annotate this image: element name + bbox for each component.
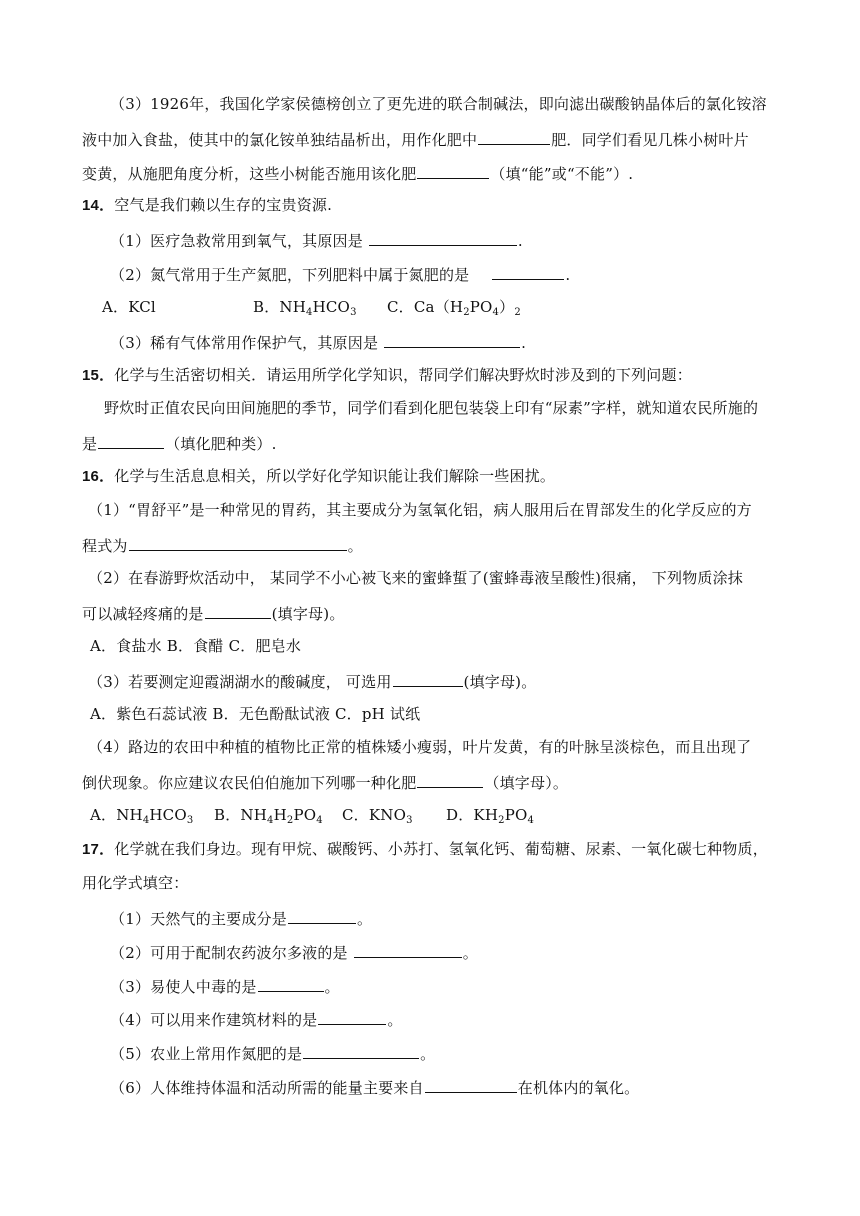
q14-part1-text: （1）医疗急救常用到氧气，其原因是 [110, 232, 368, 250]
q15-body-line2 [82, 432, 277, 454]
q14-part1-end: . [517, 232, 523, 250]
subscript: 2 [514, 307, 521, 318]
subscript: 4 [142, 815, 150, 826]
q16-part2-text2a: 可以减轻疼痛的是 [82, 605, 204, 623]
q17-part4-text: （4）可以用来作建筑材料的是 [110, 1011, 318, 1029]
q16-option-a [90, 805, 214, 825]
q16-part4-options [90, 805, 534, 825]
q14-option-c-part: PO [469, 298, 493, 316]
q14-option-b-part: B．NH [253, 298, 307, 316]
answer-blank-natural-gas[interactable] [288, 907, 356, 924]
answer-blank-can-apply[interactable] [417, 162, 489, 179]
q17-part4 [110, 1008, 403, 1030]
answer-blank-oxygen-reason[interactable] [369, 229, 517, 246]
answer-blank-noble-gas-reason[interactable] [384, 331, 520, 348]
q16-stem-text: 化学与生活息息相关，所以学好化学知识能让我们解除一些困扰。 [114, 467, 556, 485]
question-number-14: 14． [82, 197, 115, 214]
q14-stem-text: 空气是我们赖以生存的宝贵资源. [114, 196, 333, 214]
q13-part3-line1 [110, 94, 767, 114]
answer-blank-poison[interactable] [258, 975, 324, 992]
answer-blank-nitrogen-fertilizer[interactable] [492, 263, 564, 280]
q16-part3-options [90, 704, 420, 724]
q16-part1-line2 [82, 534, 363, 556]
subscript: 3 [406, 815, 413, 826]
q17-stem-line2 [82, 873, 188, 893]
answer-blank-building-material[interactable] [318, 1008, 386, 1025]
subscript: 2 [463, 307, 470, 318]
q16-part4-text2b: （填字母）。 [484, 774, 569, 792]
answer-blank-ph-method[interactable] [393, 670, 463, 687]
subscript: 4 [316, 815, 323, 826]
subscript: 4 [527, 815, 535, 826]
q16-part3-end: (填字母)。 [463, 673, 537, 691]
q14-option-b-part: HCO [312, 298, 351, 316]
q14-part2-end: . [565, 266, 571, 284]
q16-part3-options-text: A．紫色石蕊试液 B．无色酚酞试液 C．pH 试纸 [90, 705, 421, 723]
q14-options [102, 297, 521, 317]
q16-stem [82, 466, 555, 487]
subscript: 2 [286, 815, 294, 826]
q17-part5 [110, 1042, 435, 1064]
q16-part2-line1 [88, 568, 743, 588]
q17-stem-text2: 用化学式填空： [82, 874, 189, 892]
question-number-15: 15． [82, 367, 115, 384]
q17-part1-end: 。 [356, 910, 373, 928]
q14-option-c-part: C．Ca（H [387, 298, 464, 316]
q16-option-b [214, 805, 342, 825]
q17-part4-end: 。 [387, 1011, 403, 1029]
q17-stem-text: 化学就在我们身边。现有甲烷、碳酸钙、小苏打、氢氧化钙、葡萄糖、尿素、一氧化碳七种物质， [114, 840, 768, 858]
q17-part3 [110, 975, 340, 997]
subscript: 3 [350, 307, 357, 318]
q15-body-text2b: （填化肥种类）. [165, 435, 277, 453]
answer-blank-fertilizer-kind[interactable] [98, 432, 164, 449]
option-part: C．KNO [342, 806, 407, 824]
subscript: 4 [267, 815, 274, 826]
q16-part4-line1 [88, 737, 751, 757]
q14-part2-text: （2）氮气常用于生产氮肥，下列肥料中属于氮肥的是 [110, 266, 470, 284]
q16-part3-text: （3）若要测定迎霞湖湖水的酸碱度， 可选用 [88, 673, 392, 691]
q16-part1-text2b: 。 [347, 537, 363, 555]
answer-blank-bordeaux[interactable] [354, 941, 462, 958]
option-part: D．KH [446, 806, 499, 824]
q14-stem [82, 195, 332, 216]
q17-part6-text: （6）人体维持体温和活动所需的能量主要来自 [110, 1079, 424, 1097]
q17-part5-text: （5）农业上常用作氮肥的是 [110, 1045, 303, 1063]
question-number-17: 17． [82, 841, 115, 858]
q15-body-text2a: 是 [82, 435, 98, 453]
q13-part3-text2a: 液中加入食盐，使其中的氯化铵单独结晶析出，用作化肥中 [82, 131, 478, 149]
q14-option-c [387, 298, 521, 316]
q17-part1-text: （1）天然气的主要成分是 [110, 910, 287, 928]
q17-part6-end: 在机体内的氧化。 [517, 1079, 640, 1097]
q13-part3-text3b: （填“能”或“不能”）. [490, 165, 634, 183]
q17-part3-end: 。 [324, 978, 340, 996]
q14-part2 [110, 263, 570, 285]
q13-part3-text1: （3）1926年，我国化学家侯德榜创立了更先进的联合制碱法，即向滤出碳酸钠晶体后的氯化铵溶 [110, 95, 767, 113]
option-part: PO [293, 806, 317, 824]
q13-part3-line3 [82, 162, 633, 184]
answer-blank-energy-source[interactable] [425, 1076, 517, 1093]
answer-blank-nitrogen-fertilizer-formula[interactable] [303, 1042, 419, 1059]
q16-part2-text: （2）在春游野炊活动中， 某同学不小心被飞来的蜜蜂蜇了(蜜蜂毒液呈酸性)很痛， 下列物质涂抹 [88, 569, 743, 587]
q16-part4-text: （4）路边的农田中种植的植物比正常的植株矮小瘦弱，叶片发黄，有的叶脉呈淡棕色，而且出现了 [88, 738, 752, 756]
answer-blank-fertilizer-type[interactable] [478, 128, 550, 145]
q17-stem-line1 [82, 839, 768, 860]
q17-part3-text: （3）易使人中毒的是 [110, 978, 257, 996]
q14-option-b [253, 297, 387, 317]
q16-part2-options-text: A．食盐水 B．食醋 C．肥皂水 [90, 637, 302, 655]
q16-part1-line1 [88, 500, 752, 520]
answer-blank-equation[interactable] [129, 534, 347, 551]
option-part: PO [504, 806, 528, 824]
subscript: 3 [186, 815, 194, 826]
q16-part2-text2b: (填字母)。 [271, 605, 345, 623]
q17-part2-end: 。 [462, 944, 478, 962]
subscript: 4 [306, 307, 313, 318]
q17-part2-text: （2）可用于配制农药波尔多液的是 [110, 944, 353, 962]
q16-part2-line2 [82, 602, 345, 624]
q14-option-a-text: A．KCl [102, 298, 156, 316]
q13-part3-text2b: 肥．同学们看见几株小树叶片 [551, 131, 749, 149]
q16-part4-text2a: 倒伏现象。你应建议农民伯伯施加下列哪一种化肥 [82, 774, 417, 792]
q13-part3-text3a: 变黄，从施肥角度分析，这些小树能否施用该化肥 [82, 165, 417, 183]
question-number-16: 16． [82, 468, 115, 485]
q13-part3-line2 [82, 128, 749, 150]
q16-option-c [342, 805, 446, 825]
q16-part1-text2a: 程式为 [82, 537, 128, 555]
option-part: HCO [149, 806, 187, 824]
q15-stem-text: 化学与生活密切相关．请运用所学化学知识，帮同学们解决野炊时涉及到的下列问题： [114, 366, 692, 384]
q15-stem [82, 365, 692, 386]
q16-part1-text: （1）“胃舒平”是一种常见的胃药，其主要成分为氢氧化铝，病人服用后在胃部发生的化学反应的方 [88, 501, 752, 519]
q14-option-c-part: ） [499, 298, 515, 316]
q17-part1 [110, 907, 372, 929]
q16-option-d [446, 806, 534, 824]
option-part: B．NH [214, 806, 268, 824]
q16-part3 [88, 670, 536, 692]
q16-part4-line2 [82, 771, 568, 793]
q15-body-line1 [104, 398, 758, 418]
q17-part6 [110, 1076, 639, 1098]
subscript: 2 [498, 815, 505, 826]
option-part: H [273, 806, 287, 824]
subscript: 4 [492, 307, 500, 318]
answer-blank-fertilizer-choice[interactable] [417, 771, 483, 788]
answer-blank-pain-relief[interactable] [205, 602, 271, 619]
q17-part2 [110, 941, 478, 963]
q14-part3-end: . [521, 334, 527, 352]
q14-part3 [110, 331, 526, 353]
option-part: A．NH [90, 806, 143, 824]
q14-option-a [102, 297, 253, 317]
q14-part1 [110, 229, 523, 251]
q17-part5-end: 。 [420, 1045, 436, 1063]
q14-part3-text: （3）稀有气体常用作保护气，其原因是 [110, 334, 384, 352]
q15-body-text: 野炊时正值农民向田间施肥的季节，同学们看到化肥包装袋上印有“尿素”字样，就知道农民所施的 [104, 399, 759, 417]
q16-part2-options [90, 636, 301, 656]
